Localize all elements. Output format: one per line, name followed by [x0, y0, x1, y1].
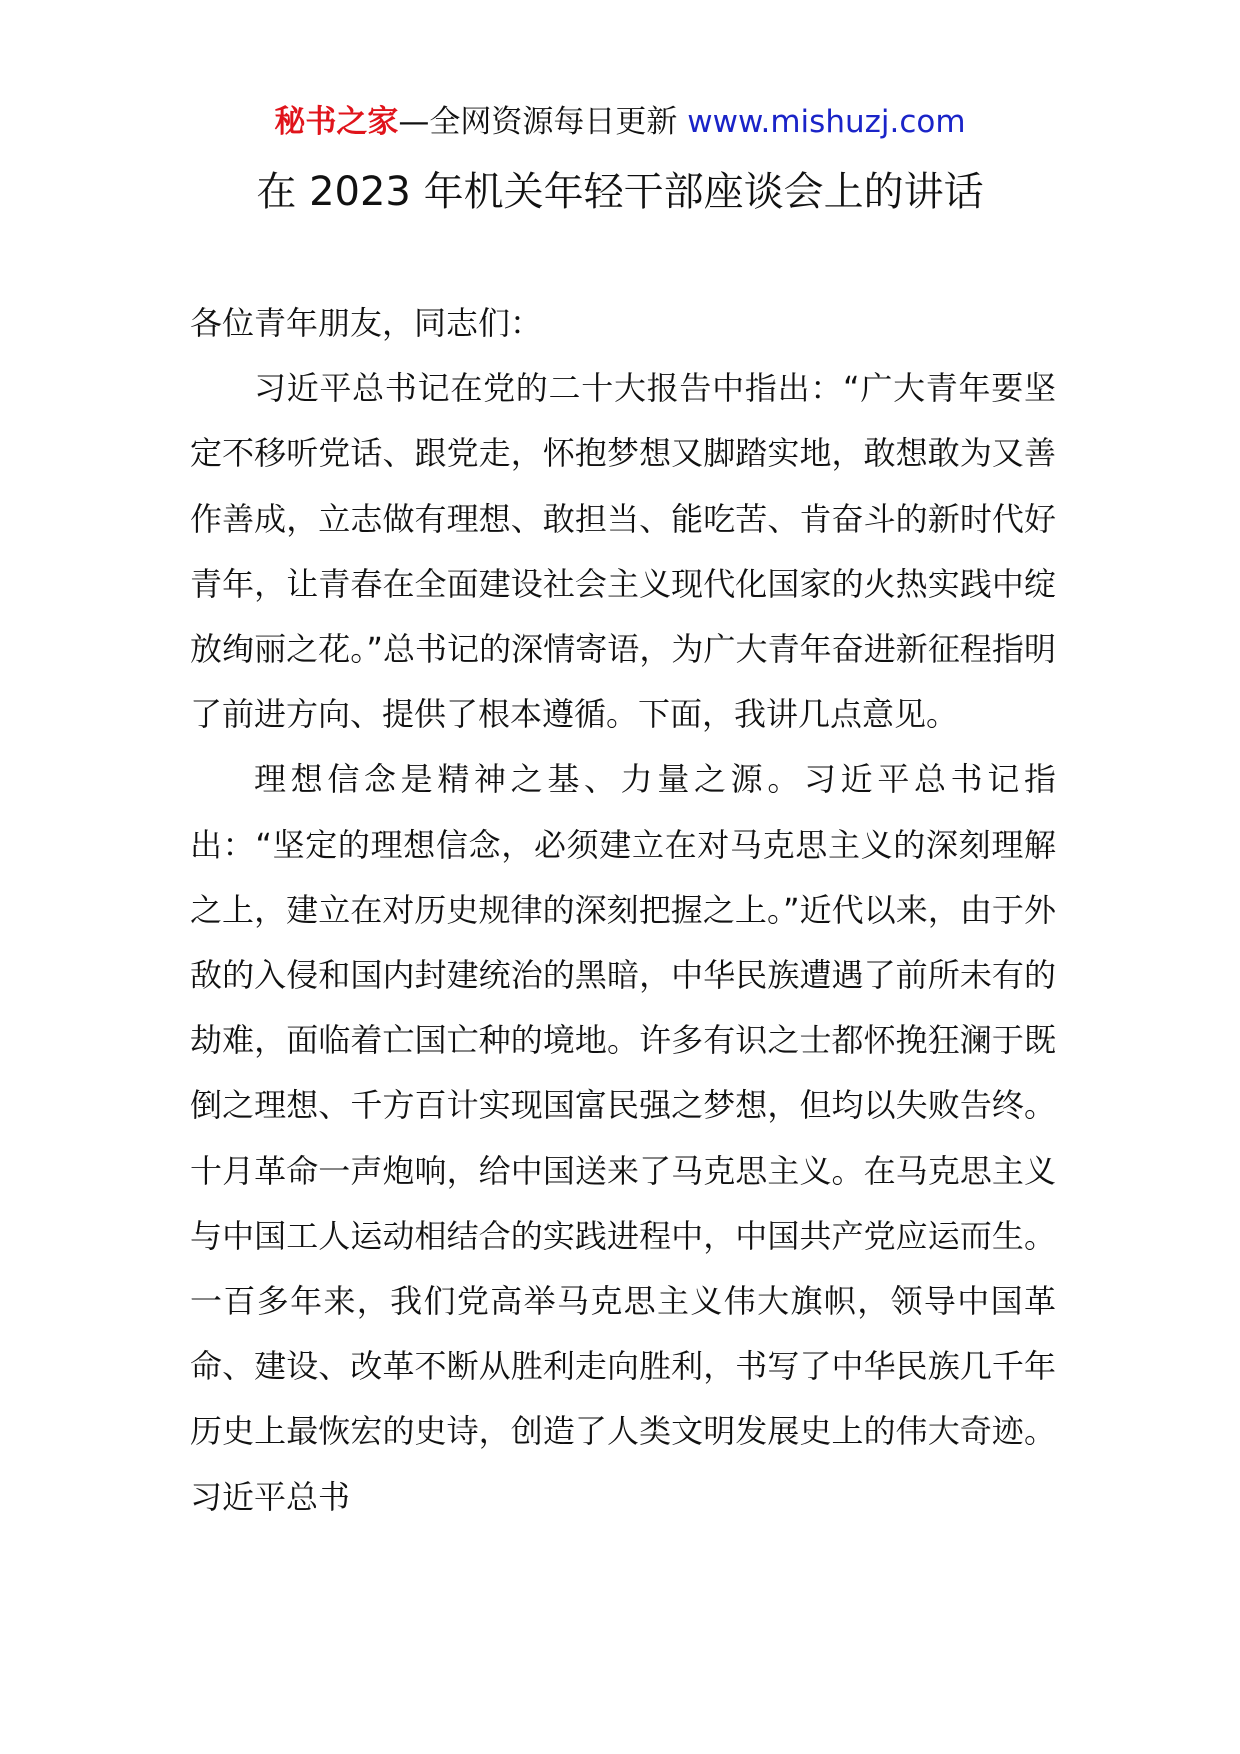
site-header — [0, 100, 1240, 144]
body-paragraph: 理想信念是精神之基、力量之源。习近平总书记指出：“坚定的理想信念，必须建立在对马克思主义的深刻理解之上，建立在对历史规律的深刻把握之上。”近代以来，由于外敌的入侵和国内封建统治的黑暗，中华民族遭遇了前所未有的劫难，面临着亡国亡种的境地。许多有识之士都怀挽狂澜于既倒之理想、千方百计实现国富民强之梦想，但均以失败告终。十月革命一声炮响，给中国送来了马克思主义。在马克思主义与中国工人运动相结合的实践进程中，中国共产党应运而生。一百多年来，我们党高举马克思主义伟大旗帜，领导中国革命、建设、改革不断从胜利走向胜利，书写了中华民族几千年历史上最恢宏的史诗，创造了人类文明发展史上的伟大奇迹。习近平总书 — [190, 760, 1056, 1516]
site-tagline: —全网资源每日更新 — [398, 104, 688, 140]
salutation: 各位青年朋友，同志们： — [190, 304, 543, 342]
body-paragraph: 习近平总书记在党的二十大报告中指出：“广大青年要坚定不移听党话、跟党走，怀抱梦想又脚踏实地，敢想敢为又善作善成，立志做有理想、敢担当、能吃苦、肯奋斗的新时代好青年，让青春在全面建设社会主义现代化国家的火热实践中绽放绚丽之花。”总书记的深情寄语，为广大青年奋进新征程指明了前进方向、提供了根本遵循。下面，我讲几点意见。 — [190, 369, 1056, 734]
document-body — [190, 291, 1056, 1530]
site-brand: 秘书之家 — [274, 104, 399, 140]
site-url-link[interactable]: www.mishuzj.com — [687, 104, 966, 140]
document-title: 在 2023 年机关年轻干部座谈会上的讲话 — [256, 169, 984, 215]
